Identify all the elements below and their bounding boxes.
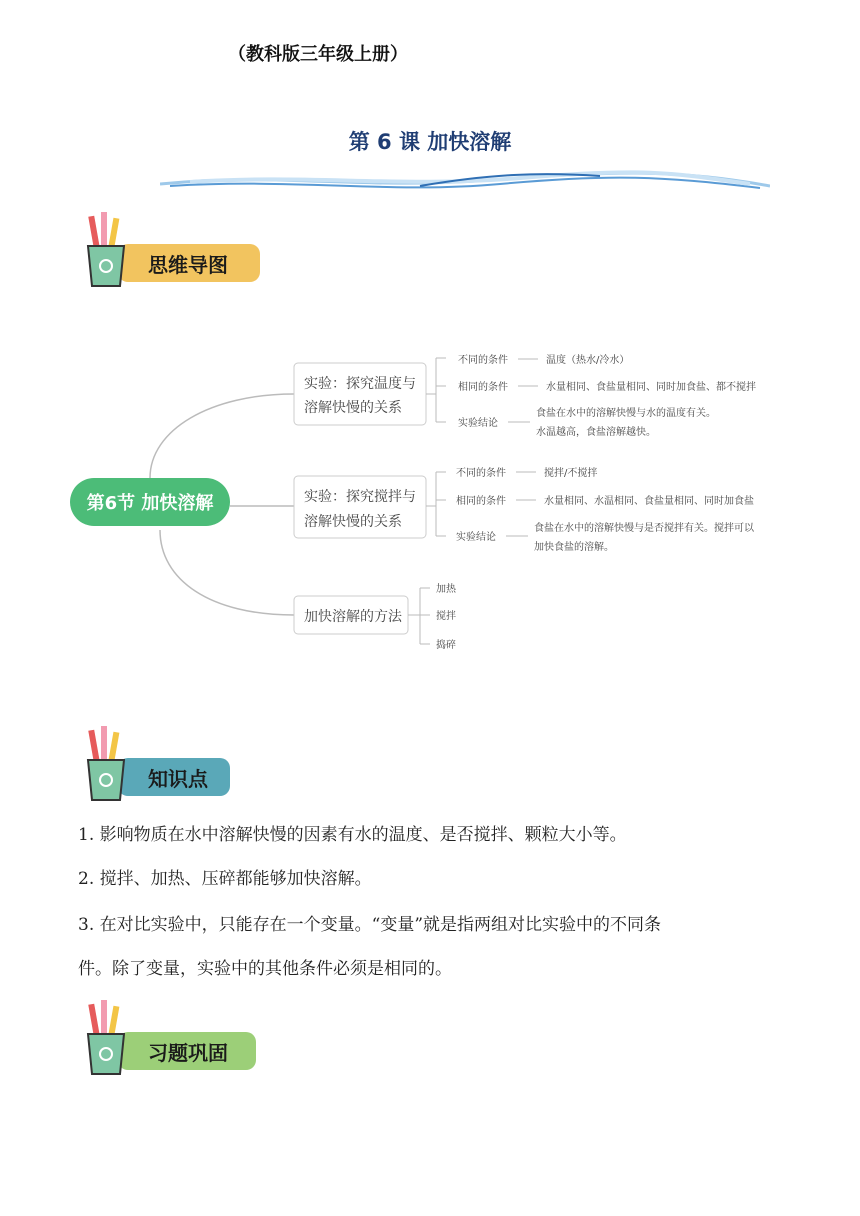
pencil-cup-icon — [82, 724, 132, 804]
mindmap-branch2-line1: 实验：探究搅拌与 — [304, 489, 416, 505]
mindmap-b1-val3b: 水温越高，食盐溶解越快。 — [536, 427, 656, 438]
mindmap-b1-val1: 温度（热水/冷水） — [546, 355, 630, 366]
mindmap-b3-method3: 捣碎 — [436, 640, 456, 651]
section-mindmap-label: 思维导图 — [118, 244, 260, 282]
mindmap-connector — [160, 530, 294, 615]
mindmap-b2-key2: 相同的条件 — [456, 496, 506, 507]
section-exercise-label: 习题巩固 — [118, 1032, 256, 1070]
mindmap-branch1-line2: 溶解快慢的关系 — [304, 400, 402, 416]
mindmap-root-text: 第6节 加快溶解 — [86, 493, 214, 514]
mindmap-b1-key1: 不同的条件 — [458, 355, 508, 366]
mindmap-b2-val3a: 食盐在水中的溶解快慢与是否搅拌有关。搅拌可以 — [534, 523, 754, 534]
knowledge-point-1: 1. 影响物质在水中溶解快慢的因素有水的温度、是否搅拌、颗粒大小等。 — [78, 825, 627, 845]
mindmap-b1-val3a: 食盐在水中的溶解快慢与水的温度有关。 — [536, 408, 716, 419]
pencil-cup-icon — [82, 210, 132, 290]
section-exercise-badge — [82, 998, 232, 1078]
mindmap-b2-val3b: 加快食盐的溶解。 — [534, 542, 614, 553]
mindmap-b2-val1: 搅拌/不搅拌 — [544, 468, 598, 479]
mindmap-b3-method2: 搅拌 — [436, 611, 456, 622]
mindmap-b2-val2: 水量相同、水温相同、食盐量相同、同时加食盐 — [544, 496, 754, 507]
section-mindmap-badge — [82, 210, 232, 290]
mindmap — [0, 330, 860, 670]
pencil-cup-icon — [82, 998, 132, 1078]
mindmap-b1-key3: 实验结论 — [458, 418, 498, 429]
mindmap-branch1-line1: 实验：探究温度与 — [304, 376, 416, 392]
mindmap-branch3-label: 加快溶解的方法 — [304, 609, 402, 625]
section-knowledge-badge — [82, 724, 232, 804]
mindmap-b3-method1: 加热 — [436, 584, 456, 595]
mindmap-b2-key3: 实验结论 — [456, 532, 496, 543]
mindmap-b2-key1: 不同的条件 — [456, 468, 506, 479]
decorative-wave — [160, 166, 770, 198]
mindmap-connector — [150, 394, 294, 478]
knowledge-point-3-line2: 件。除了变量，实验中的其他条件必须是相同的。 — [78, 959, 452, 979]
lesson-title: 第 6 课 加快溶解 — [348, 130, 512, 154]
knowledge-point-2: 2. 搅拌、加热、压碎都能够加快溶解。 — [78, 869, 372, 889]
knowledge-point-3-line1: 3. 在对比实验中，只能存在一个变量。“变量”就是指两组对比实验中的不同条 — [78, 915, 662, 935]
mindmap-b1-key2: 相同的条件 — [458, 382, 508, 393]
edition-label: （教科版三年级上册） — [228, 44, 408, 65]
mindmap-branch2-line2: 溶解快慢的关系 — [304, 514, 402, 530]
section-knowledge-label: 知识点 — [118, 758, 230, 796]
mindmap-b1-val2: 水量相同、食盐量相同、同时加食盐、都不搅拌 — [546, 382, 756, 393]
